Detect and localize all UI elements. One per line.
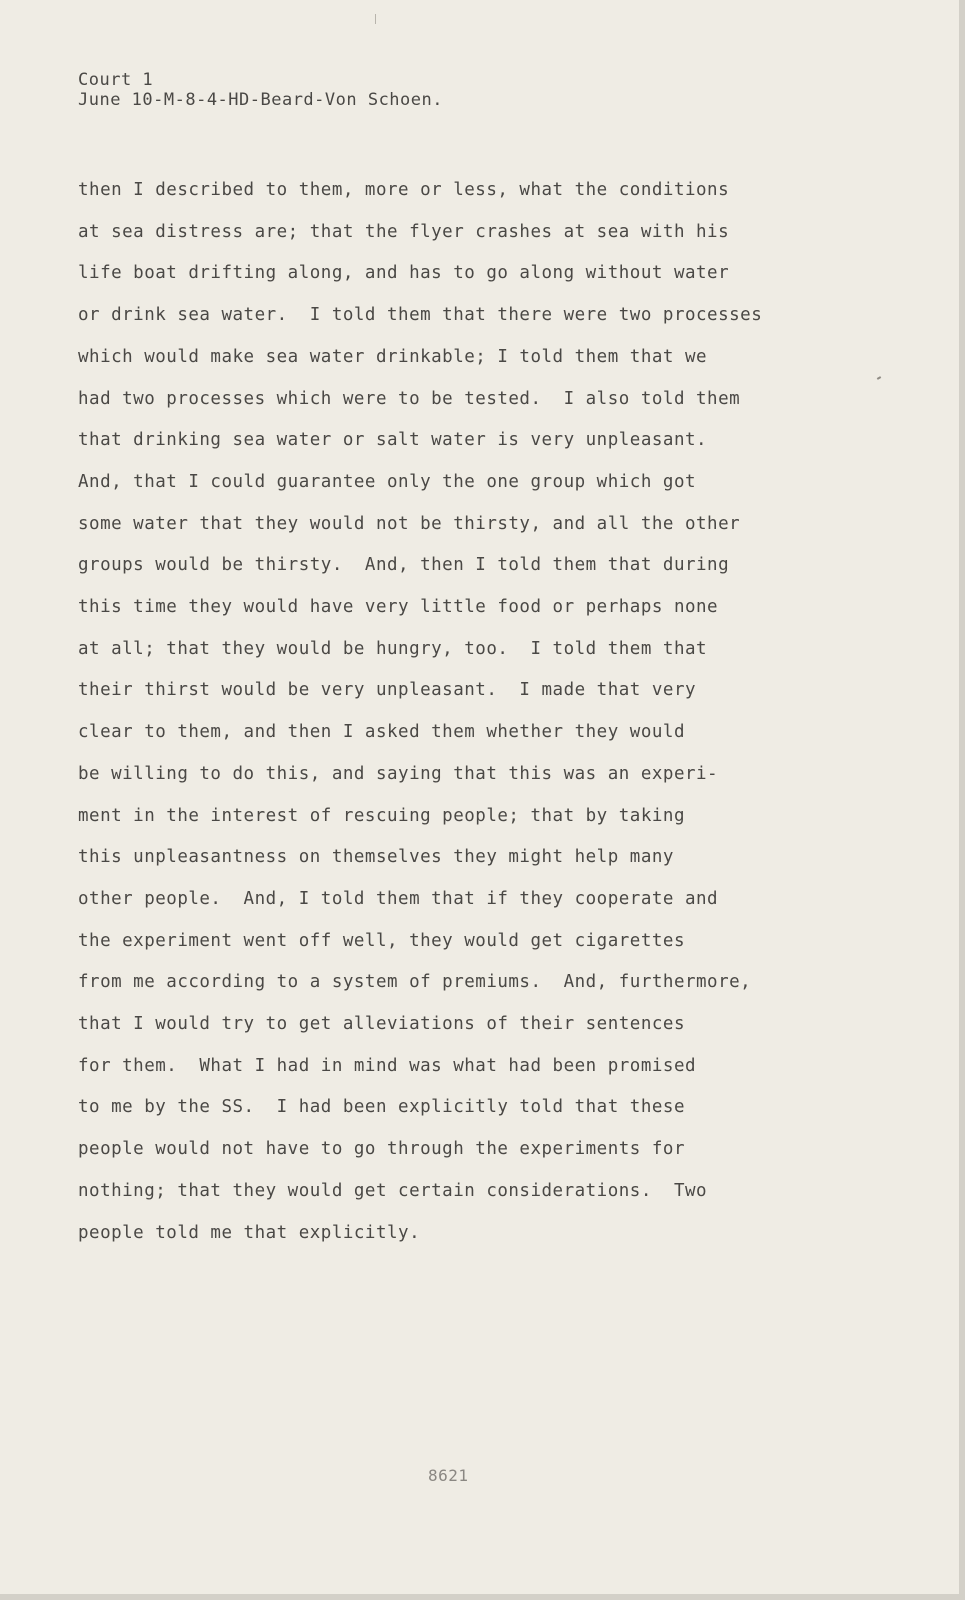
- text-line: then I described to them, more or less, what the conditions: [78, 180, 730, 200]
- text-line: from me according to a system of premiums. And, furthermore,: [78, 972, 752, 993]
- text-line: ment in the interest of rescuing people; that by taking: [78, 805, 685, 826]
- text-line: that I would try to get alleviations of their sentences: [78, 1014, 685, 1035]
- text-line: be willing to do this, and saying that this was an experi-: [78, 763, 719, 784]
- text-line: had two processes which were to be tested. I also told them: [78, 388, 741, 409]
- text-line: some water that they would not be thirsty, and all the other: [78, 513, 741, 534]
- text-line: people told me that explicitly.: [78, 1222, 421, 1243]
- text-line: people would not have to go through the experiments for: [78, 1139, 685, 1160]
- document-header: [78, 70, 443, 110]
- text-line: life boat drifting along, and has to go along without water: [78, 263, 730, 284]
- testimony-text: [78, 170, 938, 1254]
- text-line: at all; that they would be hungry, too. I told them that: [78, 638, 708, 659]
- paper-mark: [375, 14, 376, 24]
- text-line: at sea distress are; that the flyer crashes at sea with his: [78, 221, 730, 242]
- text-line: or drink sea water. I told them that there were two processes: [78, 305, 763, 326]
- text-line: other people. And, I told them that if they cooperate and: [78, 888, 719, 909]
- text-line: to me by the SS. I had been explicitly told that these: [78, 1097, 685, 1118]
- header-court: Court 1: [78, 70, 154, 90]
- text-line: groups would be thirsty. And, then I told them that during: [78, 555, 730, 576]
- text-line: this unpleasantness on themselves they might help many: [78, 847, 674, 868]
- text-line: clear to them, and then I asked them whether they would: [78, 722, 685, 743]
- header-reference: June 10-M-8-4-HD-Beard-Von Schoen.: [78, 90, 443, 110]
- text-line: the experiment went off well, they would get cigarettes: [78, 930, 685, 951]
- text-line: And, that I could guarantee only the one group which got: [78, 471, 697, 492]
- text-line: for them. What I had in mind was what had been promised: [78, 1055, 697, 1076]
- text-line: that drinking sea water or salt water is very unpleasant.: [78, 430, 708, 451]
- text-line: this time they would have very little food or perhaps none: [78, 597, 719, 618]
- text-line: their thirst would be very unpleasant. I made that very: [78, 680, 697, 701]
- text-line: which would make sea water drinkable; I told them that we: [78, 346, 708, 367]
- text-line: nothing; that they would get certain considerations. Two: [78, 1180, 708, 1201]
- page-number: 8621: [428, 1466, 469, 1485]
